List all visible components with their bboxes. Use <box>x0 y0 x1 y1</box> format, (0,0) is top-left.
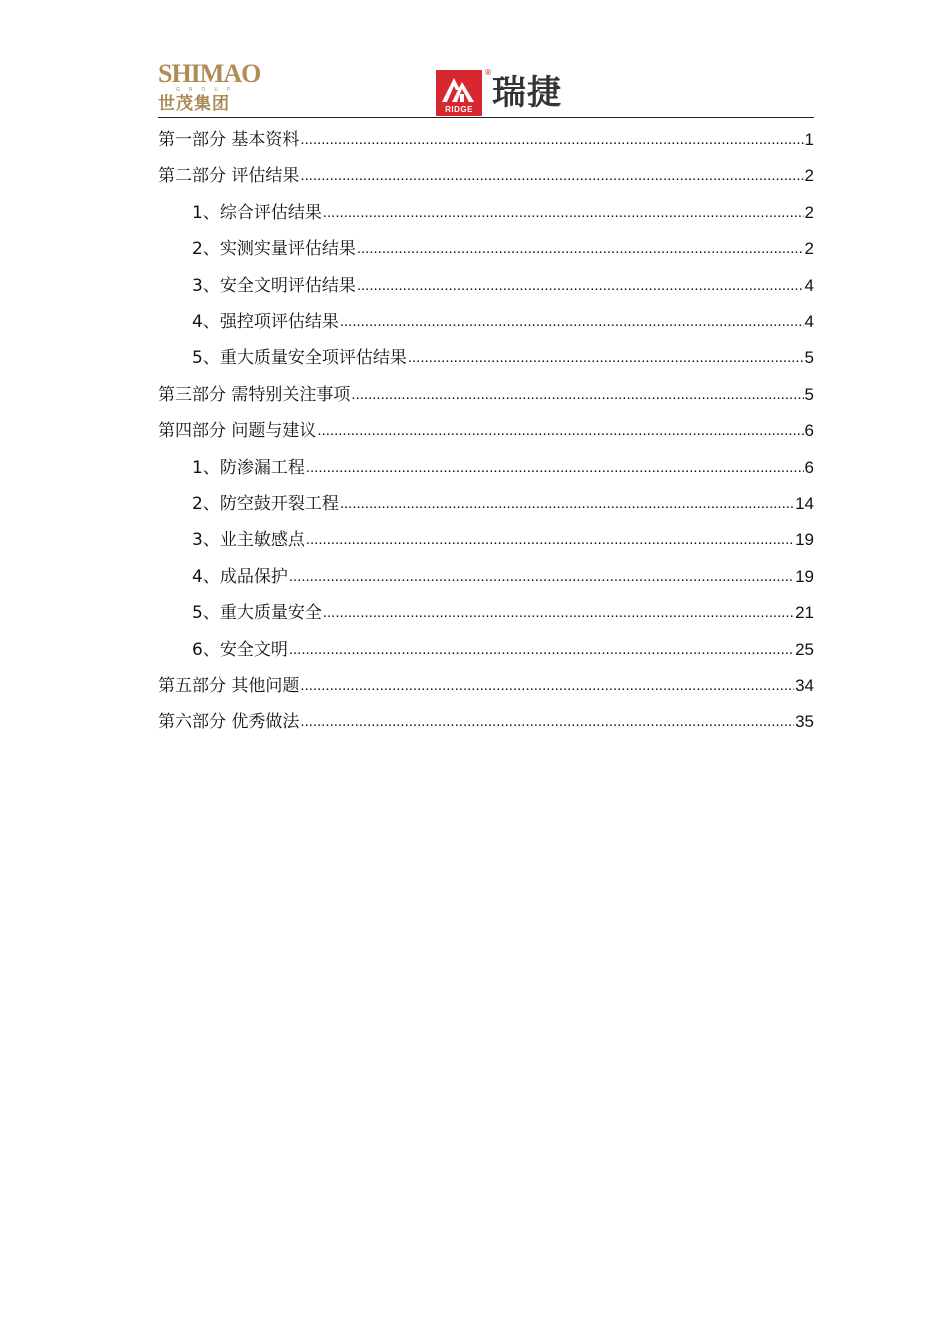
toc-dot-leader <box>357 237 804 261</box>
toc-subsection-entry[interactable] <box>192 268 814 298</box>
toc-subsection-entry[interactable] <box>192 486 814 516</box>
toc-dot-leader <box>289 638 794 662</box>
toc-dot-leader <box>357 274 804 298</box>
toc-page-number: 6 <box>804 421 814 441</box>
header-divider <box>158 117 814 118</box>
registered-mark: ® <box>484 68 492 77</box>
toc-dot-leader <box>351 383 803 407</box>
toc-entry-label: 6、安全文明 <box>192 639 288 660</box>
toc-subsection-entry[interactable] <box>192 195 814 225</box>
toc-entry-label: 3、安全文明评估结果 <box>192 275 356 296</box>
toc-entry-label: 2、实测实量评估结果 <box>192 239 356 260</box>
toc-subsection-entry[interactable] <box>192 632 814 662</box>
toc-page-number: 19 <box>795 530 814 550</box>
toc-subsection-entry[interactable] <box>192 559 814 589</box>
ridge-mountain-icon <box>436 70 482 116</box>
ridge-box-text: RIDGE <box>445 105 473 114</box>
toc-section-entry[interactable] <box>158 158 814 188</box>
toc-section-entry[interactable] <box>158 377 814 407</box>
toc-entry-label: 3、业主敏感点 <box>192 530 305 551</box>
toc-page-number: 14 <box>795 494 814 513</box>
shimao-chinese-name: 世茂集团 <box>158 94 230 114</box>
toc-dot-leader <box>300 674 794 698</box>
toc-page-number: 4 <box>804 275 814 295</box>
toc-page-number: 5 <box>804 384 814 404</box>
toc-entry-label: 第五部分 其他问题 <box>158 676 300 696</box>
toc-subsection-entry[interactable] <box>192 595 814 625</box>
toc-page-number: 2 <box>804 202 814 222</box>
toc-dot-leader <box>408 346 804 370</box>
toc-dot-leader <box>317 419 803 443</box>
toc-dot-leader <box>300 128 803 152</box>
toc-entry-label: 第一部分 基本资料 <box>158 130 300 150</box>
toc-section-entry[interactable] <box>158 668 814 698</box>
page-header <box>158 60 814 118</box>
toc-subsection-entry[interactable] <box>192 304 814 334</box>
toc-page-number: 25 <box>795 639 814 659</box>
toc-entry-label: 4、成品保护 <box>192 566 288 587</box>
toc-entry-label: 1、综合评估结果 <box>192 202 322 223</box>
toc-page-number: 1 <box>804 130 814 149</box>
toc-dot-leader <box>300 164 803 188</box>
shimao-wordmark: SHIMAO <box>158 59 261 88</box>
toc-entry-label: 第四部分 问题与建议 <box>158 421 317 442</box>
toc-page-number: 2 <box>804 239 814 259</box>
toc-section-entry[interactable] <box>158 704 814 734</box>
ridge-logo <box>436 68 576 118</box>
toc-page-number: 6 <box>804 457 814 477</box>
toc-dot-leader <box>306 456 804 480</box>
shimao-logo <box>158 59 261 116</box>
toc-section-entry[interactable] <box>158 122 814 152</box>
toc-subsection-entry[interactable] <box>192 450 814 480</box>
toc-dot-leader <box>289 565 794 589</box>
toc-entry-label: 1、防渗漏工程 <box>192 457 305 478</box>
ridge-chinese-name: 瑞捷 <box>492 73 562 113</box>
toc-dot-leader <box>340 310 804 334</box>
toc-page-number: 35 <box>795 712 814 732</box>
toc-subsection-entry[interactable] <box>192 231 814 261</box>
toc-subsection-entry[interactable] <box>192 522 814 552</box>
toc-page-number: 21 <box>795 603 814 623</box>
toc-page-number: 19 <box>795 566 814 586</box>
toc-dot-leader <box>306 528 794 552</box>
toc-page-number: 5 <box>804 348 814 368</box>
toc-dot-leader <box>323 601 794 625</box>
toc-entry-label: 5、重大质量安全项评估结果 <box>192 348 407 369</box>
shimao-group-text: GROUP <box>176 87 240 93</box>
toc-entry-label: 5、重大质量安全 <box>192 603 322 624</box>
toc-page-number: 4 <box>804 312 814 331</box>
toc-page-number: 34 <box>795 676 814 695</box>
toc-entry-label: 2、防空鼓开裂工程 <box>192 494 339 514</box>
toc-dot-leader <box>300 710 794 734</box>
toc-section-entry[interactable] <box>158 413 814 443</box>
toc-dot-leader <box>340 492 794 516</box>
toc-entry-label: 第六部分 优秀做法 <box>158 712 300 733</box>
toc-entry-label: 第三部分 需特别关注事项 <box>158 384 351 405</box>
toc-entry-label: 4、强控项评估结果 <box>192 312 339 332</box>
toc-page-number: 2 <box>804 166 814 186</box>
toc-dot-leader <box>323 201 804 225</box>
toc-entry-label: 第二部分 评估结果 <box>158 166 300 187</box>
toc-subsection-entry[interactable] <box>192 340 814 370</box>
